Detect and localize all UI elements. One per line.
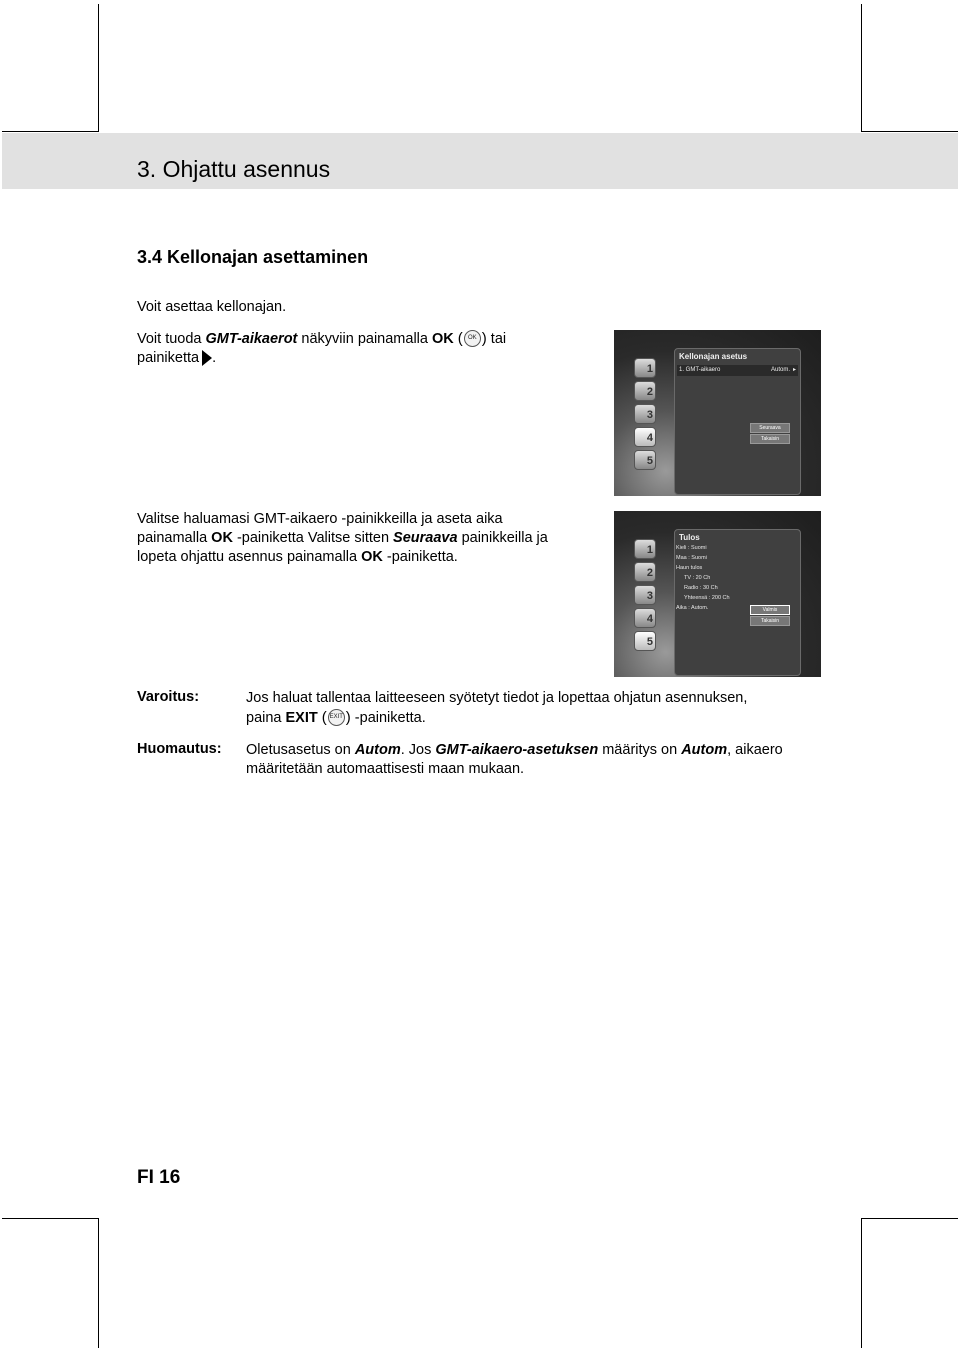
result-line: Maa : Suomi: [676, 555, 707, 561]
done-button: Valmis: [750, 605, 790, 615]
text: painikkeilla ja: [457, 530, 548, 546]
panel-title: Tulos: [679, 533, 700, 542]
text: painiketta: [137, 350, 200, 366]
text: .: [212, 350, 217, 366]
tab-4-icon: 4: [634, 427, 656, 447]
text: määritetään automaattisesti maan mukaan.: [246, 761, 525, 777]
tab-5-icon: 5: [634, 450, 656, 470]
term-autom: Autom: [354, 742, 401, 758]
tab-3-icon: 3: [634, 404, 656, 424]
section-title: 3.4 Kellonajan asettaminen: [137, 247, 369, 267]
chapter-title: 3. Ohjattu asennus: [137, 156, 331, 182]
text: -painiketta Valitse sitten: [232, 530, 394, 546]
back-button: Takaisin: [750, 616, 790, 626]
note-label: Huomautus:: [137, 741, 222, 757]
result-line: Kieli : Suomi: [676, 545, 707, 551]
tab-4-icon: 4: [634, 608, 656, 628]
text: määritys on: [598, 742, 682, 758]
note-text: [246, 741, 846, 779]
gmt-value: Autom.: [770, 367, 790, 373]
crop-mark: [861, 131, 958, 132]
crop-mark: [861, 1218, 958, 1219]
key-ok: OK: [361, 549, 383, 565]
crop-mark: [2, 131, 99, 132]
panel-title: Kellonajan asetus: [679, 352, 748, 361]
key-exit: EXIT: [285, 710, 318, 726]
term-autom: Autom: [681, 742, 728, 758]
text: Jos haluat tallentaa laitteeseen syötetyt tiedot ja lopettaa ohjatun asennuksen,: [246, 690, 748, 706]
key-ok: OK: [432, 331, 454, 347]
result-line: Yhteensä : 200 Ch: [684, 595, 730, 601]
tab-3-icon: 3: [634, 585, 656, 605]
right-arrow-icon: [202, 350, 212, 366]
settings-panel: [674, 348, 801, 495]
key-ok: OK: [211, 530, 233, 546]
tab-1-icon: 1: [634, 539, 656, 559]
exit-button-icon: ( EXIT ): [321, 709, 351, 726]
crop-mark: [2, 1218, 99, 1219]
intro-text: Voit asettaa kellonajan.: [137, 299, 287, 315]
result-panel: [674, 529, 801, 676]
text: Oletusasetus on: [246, 742, 355, 758]
result-line: Aika : Autom.: [676, 605, 709, 611]
result-line: TV : 20 Ch: [684, 575, 711, 581]
tab-5-icon: 5: [634, 631, 656, 651]
right-arrow-icon: ▸: [792, 367, 796, 373]
back-button: Takaisin: [750, 434, 790, 444]
term-next: Seuraava: [393, 530, 458, 546]
warning-label: Varoitus:: [137, 689, 200, 705]
text: painamalla: [137, 530, 212, 546]
text: Voit tuoda: [137, 331, 206, 347]
paragraph-select: [137, 510, 597, 567]
screenshot-result: [614, 511, 821, 677]
text: , aikaero: [727, 742, 783, 758]
gmt-label: 1. GMT-aikaero: [679, 367, 721, 373]
crop-mark: [861, 1218, 862, 1348]
text: Valitse haluamasi GMT-aikaero -painikkeilla ja aseta aika: [137, 511, 503, 527]
page-number: FI 16: [137, 1167, 181, 1188]
text: tai: [486, 331, 507, 347]
term-gmt-setting: GMT-aikaero-asetuksen: [435, 742, 599, 758]
gmt-row: [677, 365, 798, 376]
next-button: Seuraava: [750, 423, 790, 433]
text: näkyviin painamalla: [297, 331, 432, 347]
crop-mark: [98, 1218, 99, 1348]
ok-button-icon: ( OK ): [457, 330, 487, 347]
tab-2-icon: 2: [634, 381, 656, 401]
crop-mark: [861, 4, 862, 132]
text: paina: [246, 710, 286, 726]
term-gmt: GMT-aikaerot: [205, 331, 298, 347]
text: -painiketta.: [350, 710, 426, 726]
text: . Jos: [400, 742, 436, 758]
text: lopeta ohjattu asennus painamalla: [137, 549, 362, 565]
paragraph-gmt: [137, 329, 557, 368]
result-line: Haun tulos: [676, 565, 703, 571]
tab-1-icon: 1: [634, 358, 656, 378]
result-line: Radio : 30 Ch: [684, 585, 718, 591]
screenshot-clock-setup: [614, 330, 821, 496]
crop-mark: [98, 4, 99, 132]
text: -painiketta.: [382, 549, 458, 565]
tab-2-icon: 2: [634, 562, 656, 582]
warning-text: [246, 689, 846, 728]
